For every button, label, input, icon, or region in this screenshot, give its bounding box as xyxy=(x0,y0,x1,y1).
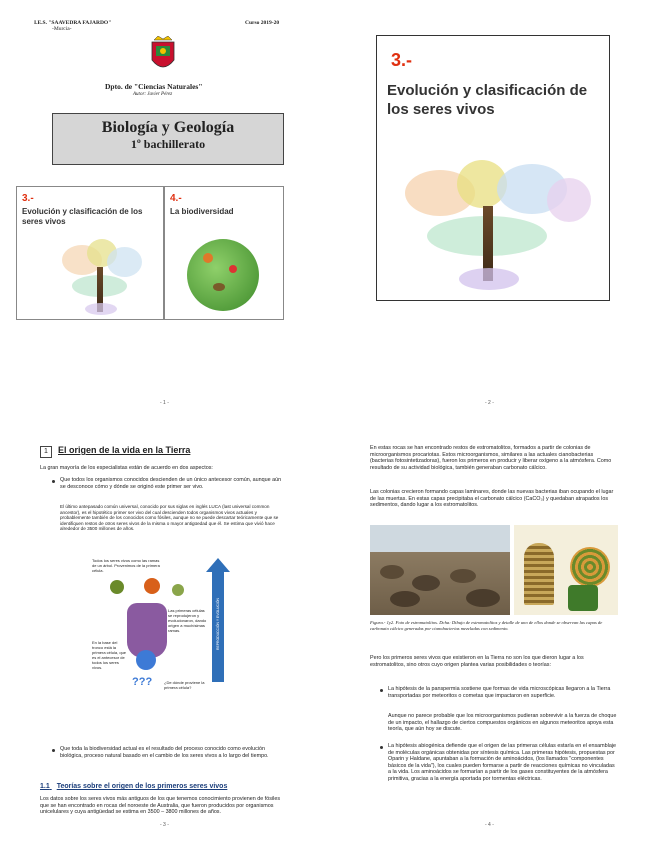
panspermia-hypothesis: La hipótesis de la panspermia sostiene que formas de vida microscópicas llegaron a la Tierra transportadas por meteoritos o cometas que impactaron en superficie. xyxy=(388,686,611,699)
school-line: I.E.S. "SAAVEDRA FAJARDO" xyxy=(34,20,112,26)
course-year: Curso 2019-20 xyxy=(245,20,280,26)
luca-tree-figure xyxy=(92,558,232,696)
bullet-marker xyxy=(52,480,55,483)
page-number: - 2 - xyxy=(485,400,494,406)
bullet-marker xyxy=(52,749,55,752)
bullet-marker xyxy=(380,746,383,749)
luca-note: El último antepasado común universal, conocido por sus siglas en inglés LUCA (last universal common ancestor), es el hipotético primer ser vivo del cual descienden todos organismos vivos actuales y probablemente también de los conocidos como fósiles, aunque no se puede descartar teóricamente que se identifiquen restos de otros seres vivos de la misma o mayor antigüedad que él. Se estima que vivió hace alrededor de 3500 millones de años. xyxy=(60,504,279,532)
unit-title: Evolución y clasificación de los seres vivos xyxy=(22,207,143,226)
unit-3-cover-card[interactable] xyxy=(16,186,164,320)
book-subtitle: 1º bachillerato xyxy=(130,137,206,151)
school-name xyxy=(34,20,111,32)
subsection-title: Teorías sobre el origen de los primeros seres vivos xyxy=(56,783,228,790)
unit-3-full-cover xyxy=(376,35,610,301)
city-line: -Murcia- xyxy=(52,26,72,32)
page-number: - 4 - xyxy=(485,822,494,828)
tree-of-life-illustration xyxy=(57,237,147,317)
page-number: - 3 - xyxy=(160,822,169,828)
intro-text: La gran mayoría de los especialistas están de acuerdo en dos aspectos: xyxy=(40,465,213,471)
unit-title: La biodiversidad xyxy=(170,207,234,216)
unit-number: 4.- xyxy=(170,193,182,204)
bullet-evolution: Que toda la biodiversidad actual es el resultado del proceso conocido como evolución biológica, proceso natural basado en el cambio de los seres vivos a lo largo del tiempo. xyxy=(60,746,269,759)
unit-number: 3.- xyxy=(391,50,413,70)
section-number: 1 xyxy=(40,446,52,458)
stromatolite-paragraph-1: En estas rocas se han encontrado restos de estromatolitos, formados a partir de colonias de microorganismos procariotas. Estos microorganismos, similares a las actuales cianobacterias (bacterias fotosintetizadoras), fueron los primeros en producir y liberar oxígeno a la atmósfera. Como resultado de su actividad biológica, también generaban carbonato cálcico. xyxy=(370,445,612,471)
stromatolite-paragraph-2: Las colonias crecieron formando capas laminares, donde las nuevas bacterias iban ocupando el lugar de las muertas. En estas capas precipitaba el carbonato cálcico (CaCO₃) y quedaban atrapados los sedimentos, dando lugar a los estromatolitos. xyxy=(370,489,614,509)
subsection-text: Los datos sobre los seres vivos más antiguos de los que tenemos conocimiento provienen de fósiles que se han encontrado en rocas del noroeste de Australia, que fueron producidos por organismos unicelulares y cuya antigüedad se estima en 3500 – 3800 millones de años. xyxy=(40,796,281,816)
unit-4-cover-card[interactable] xyxy=(164,186,284,320)
bullet-marker xyxy=(380,689,383,692)
theories-intro: Pero los primeros seres vivos que existieron en la Tierra no son los que dieron lugar a los estromatolitos, sino otros cuyo origen plantea varias posibilidades o teorías: xyxy=(370,655,584,668)
stromatolites-photo xyxy=(370,525,510,615)
subsection-number: 1.1 xyxy=(40,783,50,790)
question-marks: ??? xyxy=(132,676,153,688)
school-crest-logo xyxy=(148,36,178,76)
evolution-arrow-head xyxy=(206,558,230,572)
biodiversity-globe-illustration xyxy=(183,235,263,315)
evolution-arrow-label: REPRODUCCIÓN Y EVOLUCIÓN xyxy=(216,598,220,650)
tree-of-life-illustration xyxy=(397,156,597,296)
author-name: Autor: Javier Pérez xyxy=(133,92,173,97)
unit-number: 3.- xyxy=(22,193,34,204)
figure-label-left: En la base del tronco está la primera célula, que es el antecesor de todos los seres vivos. xyxy=(92,640,127,670)
unit-title: Evolución y clasificación de los seres vivos xyxy=(387,82,588,118)
page-number: - 1 - xyxy=(160,400,169,406)
department-name: Dpto. de "Ciencias Naturales" xyxy=(105,82,203,91)
subsection-heading xyxy=(40,783,227,790)
stromatolites-drawing xyxy=(514,525,618,615)
figure-label-bottom: ¿De dónde proviene la primera célula? xyxy=(164,680,205,690)
abiogenic-hypothesis: La hipótesis abiogénica defiende que el origen de las primeras células estaría en el ensamblaje de moléculas orgánicas obtenidas por síntesis química. Las primeras hipótesis, propuestas por Oparin y Haldane, apuntaban a la formación de aminoácidos, (los llamados "componentes básicos de la vida"), los cuales pueden formarse a partir de reacciones químicas no vinculadas a la vida. Los aminoácidos se formarían a partir de los gases constituyentes de la atmósfera primitiva, gracias a la energía aportada por tormentas eléctricas. xyxy=(388,743,617,782)
panspermia-note: Aunque no parece probable que los microorganismos pudieran sobrevivir a la fuerza de choque de un impacto, el hallazgo de ciertos compuestos orgánicos en algunos meteoritos apoya esta teoría, que aún hoy se discute. xyxy=(388,713,617,733)
book-title: Biología y Geología xyxy=(101,119,235,136)
book-title-box xyxy=(52,113,284,165)
figure-label-right: Las primeras células se reprodujeron y evolucionaron, dando origen a muchísimas ramas. xyxy=(168,608,207,633)
figure-caption: Figura.- 1y2. Foto de estromatolitos. Dcha: Dibujo de estromatolitos y detalle de uno de ellos donde se observan las capas de carbonato cálcico generadas por cianobacterias mezcladas con sedimento. xyxy=(370,620,603,631)
section-title: El origen de la vida en la Tierra xyxy=(58,445,191,455)
bullet-common-ancestor: Que todos los organismos conocidos descienden de un único antecesor común, aunque aún se desconoce cómo y dónde se originó este primer ser vivo. xyxy=(60,477,282,490)
figure-label-top: Todos los seres vivos como las ramas de un árbol. Provenimos de la primera célula. xyxy=(92,558,160,573)
